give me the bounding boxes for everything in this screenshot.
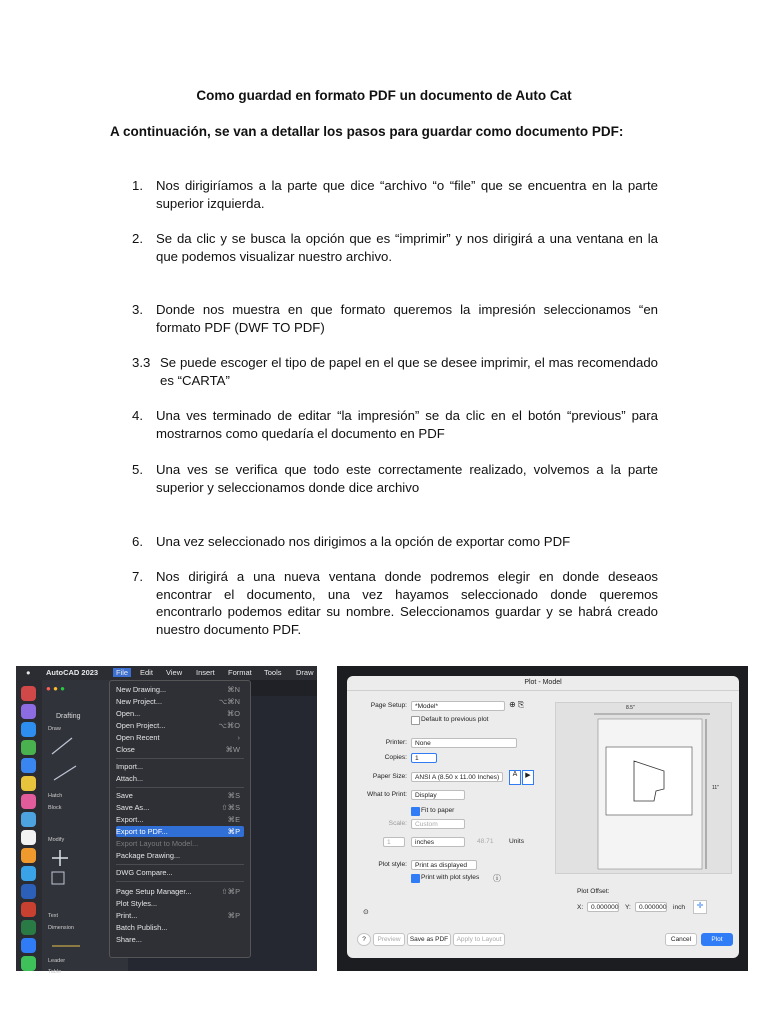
menu-divider: [116, 758, 244, 759]
notes-icon[interactable]: [21, 776, 36, 791]
menu-item[interactable]: [116, 898, 244, 909]
menu-item-label: Batch Publish...: [116, 923, 168, 932]
step-4: [132, 407, 658, 442]
step-text: Donde nos muestra en que formato queremos la impresión seleccionamos “en formato PDF (DWF TO PDF): [156, 302, 658, 335]
document-intro: A continuación, se van a detallar los pasos para guardar como documento PDF:: [110, 124, 624, 139]
menu-item[interactable]: [116, 790, 244, 801]
safari-icon[interactable]: [21, 722, 36, 737]
facetime-icon[interactable]: [21, 812, 36, 827]
menu-item-label: Plot Styles...: [116, 899, 158, 908]
offset-y-input[interactable]: 0.000000: [635, 902, 667, 912]
menu-item[interactable]: [116, 934, 244, 945]
copies-input[interactable]: 1: [411, 753, 437, 763]
menu-item-label: Page Setup Manager...: [116, 887, 192, 896]
modify-tools-icon[interactable]: [50, 848, 110, 908]
powerpoint-icon[interactable]: [21, 902, 36, 917]
step-2: [132, 230, 658, 265]
print-with-styles-checkbox[interactable]: [411, 874, 420, 883]
step-number: 4.: [132, 408, 143, 423]
menu-item-label: Save: [116, 791, 133, 800]
plot-dialog-screenshot: [337, 666, 748, 971]
cancel-button[interactable]: Cancel: [665, 933, 697, 946]
draw-tools-icon[interactable]: [50, 736, 110, 786]
menu-item[interactable]: [116, 684, 244, 695]
step-number: 6.: [132, 534, 143, 549]
step-text: Se puede escoger el tipo de papel en el que se desee imprimir, el mas recomendado es “CARTA”: [160, 355, 658, 388]
menu-divider: [116, 881, 244, 882]
menu-tools[interactable]: Tools: [264, 668, 282, 677]
menu-divider: [116, 864, 244, 865]
menu-item-shortcut: ⌘O: [226, 709, 240, 718]
step-number: 5.: [132, 462, 143, 477]
paper-width-dim: 8.5": [626, 705, 635, 711]
step-7: [132, 568, 658, 638]
what-to-print-label: What to Print:: [367, 791, 407, 798]
step-number: 3.: [132, 302, 143, 317]
step-5: [132, 461, 658, 496]
preview-button[interactable]: Preview: [373, 933, 405, 946]
menu-item-shortcut: ⌘P: [227, 911, 240, 920]
menu-item[interactable]: [116, 922, 244, 933]
menu-item[interactable]: [116, 696, 244, 707]
fit-to-paper-checkbox[interactable]: [411, 807, 420, 816]
scale-label: Scale:: [388, 820, 407, 827]
menu-item[interactable]: [116, 720, 244, 731]
units-select[interactable]: inches: [411, 837, 465, 847]
plot-dialog: [347, 676, 739, 958]
messages-icon[interactable]: [21, 740, 36, 755]
menu-item-label: DWG Compare...: [116, 868, 173, 877]
menu-item-label: Open Project...: [116, 721, 166, 730]
apple-icon[interactable]: ●: [26, 668, 31, 677]
step-number: 1.: [132, 178, 143, 193]
section-block[interactable]: Block: [48, 805, 62, 811]
info-icon[interactable]: ⓘ: [493, 874, 501, 883]
step-3: [132, 301, 658, 336]
menu-item-shortcut: ⇧⌘S: [221, 803, 240, 812]
plot-style-select[interactable]: Print as displayed: [411, 860, 477, 870]
default-previous-label: Default to previous plot: [421, 716, 489, 723]
dialog-title: Plot - Model: [347, 676, 739, 691]
scale-numerator[interactable]: 1: [383, 837, 405, 847]
file-menu-dropdown: [109, 680, 251, 958]
whatsapp-icon[interactable]: [21, 956, 36, 971]
macos-dock: [16, 680, 42, 971]
help-button[interactable]: ?: [357, 933, 371, 946]
menu-item[interactable]: [116, 773, 244, 784]
paper-sheet-icon: [594, 711, 714, 871]
menu-file[interactable]: File: [113, 668, 131, 677]
word-icon[interactable]: [21, 884, 36, 899]
printer-label: Printer:: [385, 739, 407, 746]
menu-item-label: Export Layout to Model...: [116, 839, 199, 848]
y-label: Y:: [625, 904, 631, 911]
center-plot-icon[interactable]: ✛: [693, 900, 707, 914]
scale-select[interactable]: Custom: [411, 819, 465, 829]
menu-item[interactable]: [116, 761, 244, 772]
fit-to-paper-label: Fit to paper: [421, 807, 455, 814]
menu-divider: [116, 787, 244, 788]
page-setup-label: Page Setup:: [370, 702, 407, 709]
menu-item-label: Save As...: [116, 803, 150, 812]
menu-item-shortcut: ⇧⌘P: [221, 887, 240, 896]
paper-size-select[interactable]: ANSI A (8.50 x 11.00 Inches): [411, 772, 503, 782]
menu-item-label: New Drawing...: [116, 685, 167, 694]
section-leader[interactable]: Leader: [48, 958, 66, 964]
step-number: 2.: [132, 231, 143, 246]
section-text[interactable]: Text: [48, 913, 59, 919]
step-text: Se da clic y se busca la opción que es “imprimir” y nos dirigirá a una ventana en la que podemos visualizar nuestro archivo.: [156, 231, 658, 264]
menu-item-label: Share...: [116, 935, 142, 944]
portrait-icon[interactable]: A: [509, 770, 521, 785]
scale-denominator: 48.71: [477, 838, 494, 845]
menu-item[interactable]: [116, 838, 244, 849]
menu-item-label: New Project...: [116, 697, 163, 706]
dock-app-icon[interactable]: [21, 704, 36, 719]
menu-app[interactable]: AutoCAD 2023: [46, 668, 99, 677]
copies-label: Copies:: [384, 754, 407, 761]
section-modify[interactable]: Modify: [48, 837, 65, 843]
menu-item[interactable]: [116, 886, 244, 897]
offset-x-input[interactable]: 0.000000: [587, 902, 619, 912]
page-setup-select[interactable]: *Model*: [411, 701, 505, 711]
paper-height-dim: 11": [712, 785, 719, 791]
menu-item-shortcut: ⌘W: [225, 745, 240, 754]
step-1: [132, 177, 658, 212]
document-title: Como guardad en formato PDF un documento de Auto Cat: [196, 88, 572, 103]
keynote-icon[interactable]: [21, 866, 36, 881]
photos-icon[interactable]: [21, 794, 36, 809]
offset-unit-label: inch: [673, 904, 686, 911]
menu-item-shortcut: ⌘N: [227, 685, 240, 694]
menu-insert[interactable]: Insert: [196, 668, 215, 677]
menu-item[interactable]: [116, 814, 244, 825]
section-hatch[interactable]: Hatch: [48, 793, 63, 799]
apply-to-layout-button[interactable]: Apply to Layout: [453, 933, 505, 946]
section-draw[interactable]: Draw: [48, 726, 61, 732]
step-text: Una ves terminado de editar “la impresión” se da clic en el botón “previous” para mostrarnos como quedaría el documento en PDF: [156, 408, 658, 441]
step-number: 7.: [132, 569, 143, 584]
menu-item-shortcut: ⌥⌘N: [218, 697, 240, 706]
menu-item-label: Open Recent: [116, 733, 160, 742]
menu-item-export-pdf[interactable]: [116, 826, 244, 837]
menu-item[interactable]: [116, 802, 244, 813]
step-3-3: [132, 354, 658, 389]
step-text: Una ves se verifica que todo este correctamente realizado, volvemos a la parte superior y seleccionamos donde dice archivo: [156, 462, 658, 495]
menu-item-label: Export...: [116, 815, 144, 824]
landscape-icon[interactable]: ▶: [522, 770, 534, 785]
menu-item-label: Close: [116, 745, 135, 754]
x-label: X:: [577, 904, 584, 911]
menu-item-label: Package Drawing...: [116, 851, 181, 860]
calendar-icon[interactable]: [21, 830, 36, 845]
menu-item[interactable]: [116, 910, 244, 921]
menu-item-shortcut: ⌥⌘O: [218, 721, 240, 730]
dimension-tools-icon[interactable]: [50, 936, 90, 956]
plot-offset-label: Plot Offset:: [577, 888, 610, 895]
plot-button[interactable]: Plot: [701, 933, 733, 946]
menu-draw[interactable]: Draw: [296, 668, 314, 677]
menu-item-label: Open...: [116, 709, 141, 718]
menu-edit[interactable]: Edit: [140, 668, 153, 677]
step-text: Nos dirigiríamos a la parte que dice “archivo “o “file” que se encuentra en la parte superior izquierda.: [156, 178, 658, 211]
window-controls-icon[interactable]: ● ● ●: [46, 684, 65, 693]
menu-item-label: Export to PDF...: [116, 827, 168, 836]
menu-item-shortcut: ⌘S: [227, 791, 240, 800]
printer-select[interactable]: None: [411, 738, 517, 748]
chevron-right-icon: ›: [237, 733, 240, 742]
save-as-pdf-button[interactable]: Save as PDF: [407, 933, 451, 946]
paper-size-label: Paper Size:: [372, 773, 407, 780]
units-label: Units: [509, 838, 525, 845]
step-6: [132, 533, 658, 551]
menu-item-label: Print...: [116, 911, 138, 920]
menu-item-label: Import...: [116, 762, 144, 771]
charts-icon[interactable]: [21, 848, 36, 863]
menu-item[interactable]: [116, 850, 244, 861]
excel-icon[interactable]: [21, 920, 36, 935]
app-store-icon[interactable]: [21, 938, 36, 953]
menu-format[interactable]: Format: [228, 668, 252, 677]
print-with-styles-label: Print with plot styles: [421, 874, 480, 881]
expand-icon[interactable]: ⊙: [363, 909, 369, 916]
menu-item-shortcut: ⌘E: [227, 815, 240, 824]
menu-view[interactable]: View: [166, 668, 183, 677]
mail-icon[interactable]: [21, 758, 36, 773]
tab-drafting[interactable]: Drafting: [56, 713, 81, 720]
default-previous-checkbox[interactable]: [411, 716, 420, 725]
menu-item-shortcut: ⌘P: [227, 827, 240, 836]
page-setup-tools-icon[interactable]: ⊕ ⎘: [509, 700, 525, 709]
menu-item[interactable]: [116, 744, 244, 755]
menu-item-label: Attach...: [116, 774, 144, 783]
menu-item[interactable]: [116, 867, 244, 878]
step-text: Nos dirigirá a una nueva ventana donde podremos elegir en donde deseaos encontrar el documento, una vez hayamos seleccionado donde queremos encontrarlo podemos editar su nombre. Seleccionamos guardar y se habrá creado nuestro documento PDF.: [156, 569, 658, 637]
what-to-print-select[interactable]: Display: [411, 790, 465, 800]
section-table[interactable]: Table: [48, 969, 62, 975]
step-number: 3.3: [132, 355, 151, 370]
menu-item[interactable]: [116, 732, 244, 743]
menu-item[interactable]: [116, 708, 244, 719]
section-dimension[interactable]: Dimension: [48, 925, 74, 931]
step-text: Una vez seleccionado nos dirigimos a la opción de exportar como PDF: [156, 534, 571, 549]
mac-menubar: [16, 666, 317, 680]
plot-style-label: Plot style:: [378, 861, 407, 868]
paper-preview: [555, 702, 732, 874]
dock-app-icon[interactable]: [21, 686, 36, 701]
autocad-file-menu-screenshot: [16, 666, 317, 975]
